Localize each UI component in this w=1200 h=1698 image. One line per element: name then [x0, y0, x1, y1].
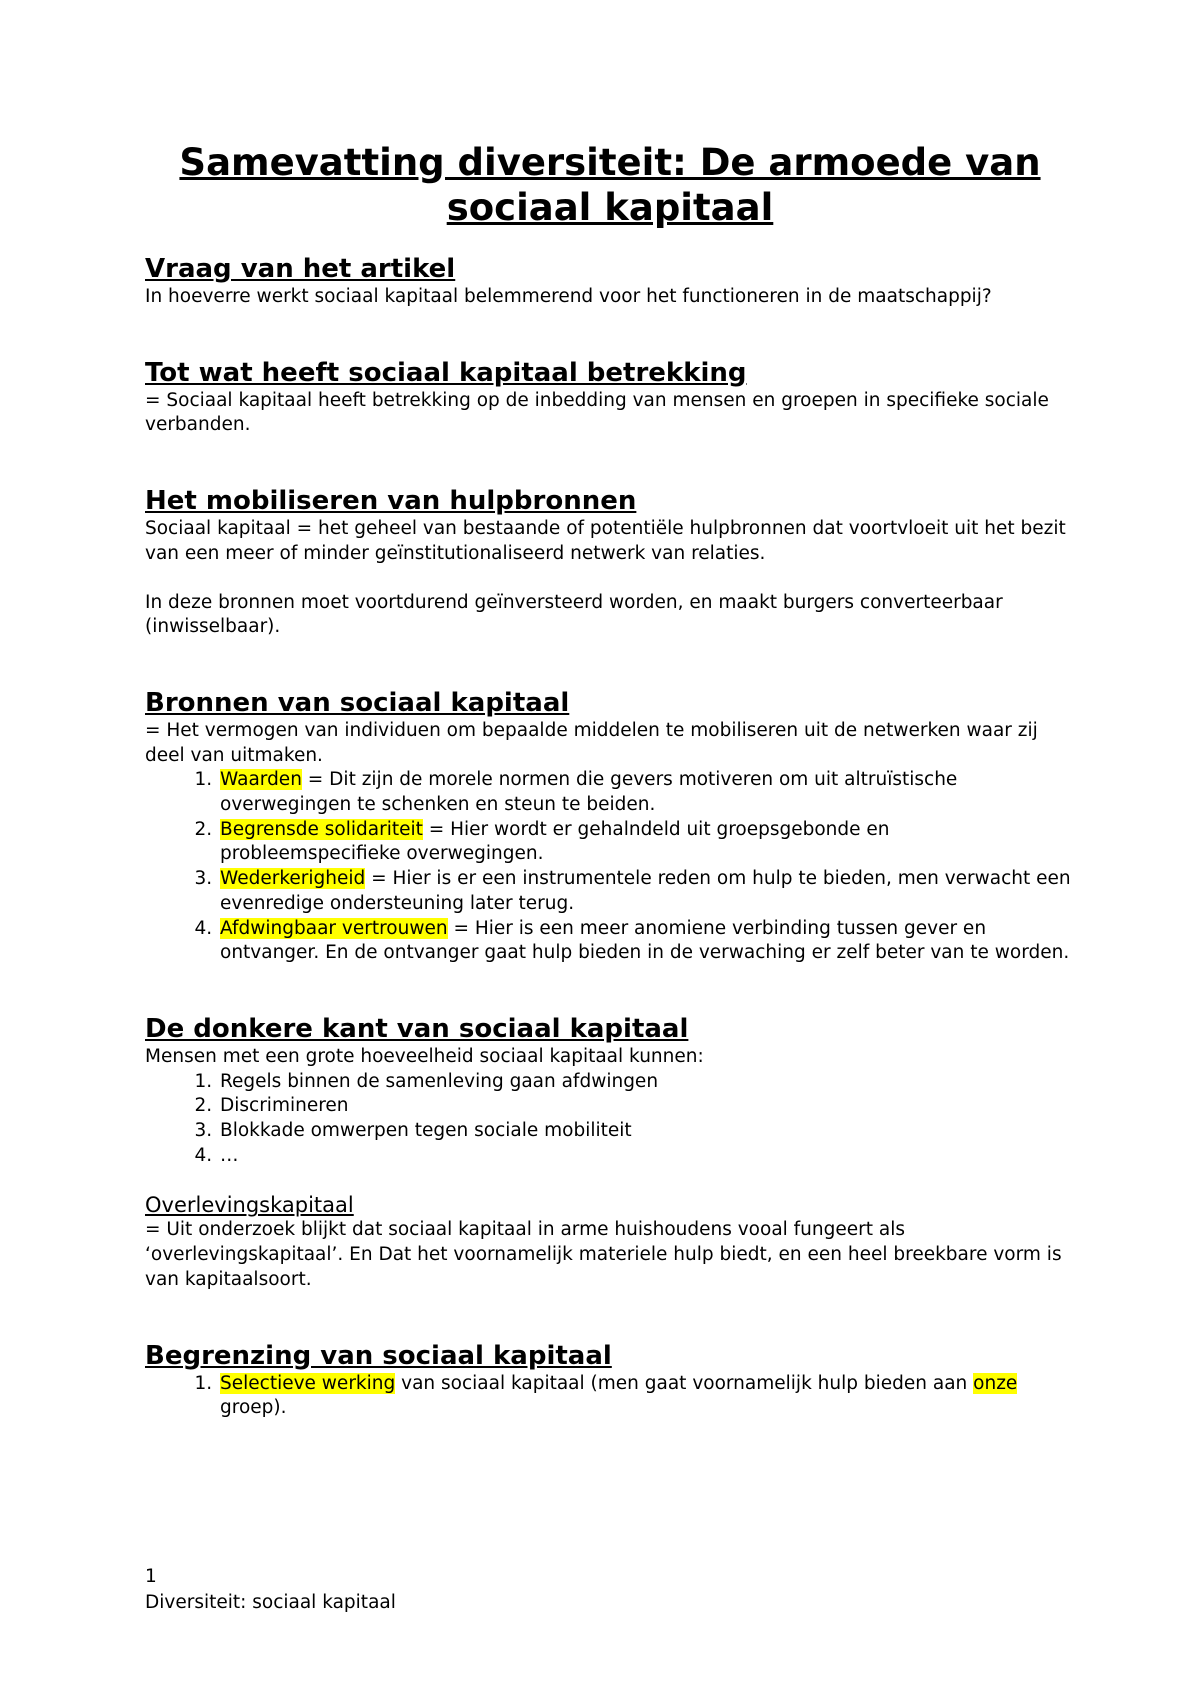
highlight-term: Wederkerigheid	[220, 868, 366, 890]
highlight-term: Waarden	[220, 769, 302, 791]
heading-bronnen: Bronnen van sociaal kapitaal	[145, 687, 570, 718]
paragraph-donkere-kant: Mensen met een grote hoeveelheid sociaal kapitaal kunnen:	[145, 1045, 704, 1067]
heading-mobiliseren: Het mobiliseren van hulpbronnen	[145, 486, 637, 517]
list-item: 2. Begrensde solidariteit = Hier wordt er gehalndeld uit groepsgebonde en probleemspecifieke overwegingen.	[218, 818, 1075, 867]
heading-vraag: Vraag van het artikel	[145, 254, 456, 284]
donkere-kant-list	[145, 1070, 1075, 1169]
page-footer	[145, 1564, 396, 1616]
begrenzing-list	[145, 1372, 1075, 1421]
page-number: 1	[145, 1566, 157, 1587]
bronnen-list	[145, 768, 1075, 966]
highlight-term: Afdwingbaar vertrouwen	[220, 917, 448, 939]
list-item: 1. Regels binnen de samenleving gaan afdwingen	[218, 1070, 1075, 1095]
list-item: 4. …	[218, 1144, 1075, 1169]
heading-begrenzing: Begrenzing van sociaal kapitaal	[145, 1340, 612, 1371]
heading-betrekking: Tot wat heeft sociaal kapitaal betrekking	[145, 357, 747, 388]
paragraph-betrekking: = Sociaal kapitaal heeft betrekking op de inbedding van mensen en groepen in specifieke sociale verbanden.	[145, 389, 1049, 436]
list-item: 1. Waarden = Dit zijn de morele normen die gevers motiveren om uit altruïstische overwegingen te schenken en steun te beiden.	[218, 768, 1075, 817]
footer-label: Diversiteit: sociaal kapitaal	[145, 1592, 396, 1613]
paragraph-vraag: In hoeverre werkt sociaal kapitaal belemmerend voor het functioneren in de maatschappij?	[145, 286, 992, 307]
subheading-overlevingskapitaal: Overlevingskapitaal	[145, 1193, 354, 1218]
heading-donkere-kant: De donkere kant van sociaal kapitaal	[145, 1013, 689, 1044]
paragraph-mobiliseren-1: Sociaal kapitaal = het geheel van bestaande of potentiële hulpbronnen dat voortvloeit uit het bezit van een meer of minder geïnstitutionaliseerd netwerk van relaties.	[145, 518, 1066, 564]
document-title: Samevatting diversiteit: De armoede van sociaal kapitaal	[179, 141, 1041, 229]
document-page	[145, 140, 1075, 1421]
list-item: 1. Selectieve werking van sociaal kapitaal (men gaat voornamelijk hulp bieden aan onze groep).	[218, 1372, 1075, 1421]
list-item: 4. Afdwingbaar vertrouwen = Hier is een meer anomiene verbinding tussen gever en ontvanger. En de ontvanger gaat hulp bieden in de verwaching er zelf beter van te worden.	[218, 917, 1075, 966]
list-item: 3. Wederkerigheid = Hier is er een instrumentele reden om hulp te bieden, men verwacht een evenredige ondersteuning later terug.	[218, 867, 1075, 916]
highlight-term: Selectieve werking	[220, 1372, 396, 1394]
paragraph-bronnen: = Het vermogen van individuen om bepaalde middelen te mobiliseren uit de netwerken waar zij deel van uitmaken.	[145, 719, 1038, 766]
highlight-term: Begrensde solidariteit	[220, 818, 423, 840]
list-item: 3. Blokkade omwerpen tegen sociale mobiliteit	[218, 1119, 1075, 1144]
paragraph-overlevingskapitaal: = Uit onderzoek blijkt dat sociaal kapitaal in arme huishoudens vooal fungeert als ‘overlevingskapitaal’. En Dat het voornamelijk materiele hulp biedt, en een heel breekbare vorm is van kapitaalsoort.	[145, 1219, 1062, 1290]
list-item: 2. Discrimineren	[218, 1094, 1075, 1119]
paragraph-mobiliseren-2: In deze bronnen moet voortdurend geïnversteerd worden, en maakt burgers converteerbaar (inwisselbaar).	[145, 591, 1003, 638]
highlight-term: onze	[973, 1372, 1018, 1394]
